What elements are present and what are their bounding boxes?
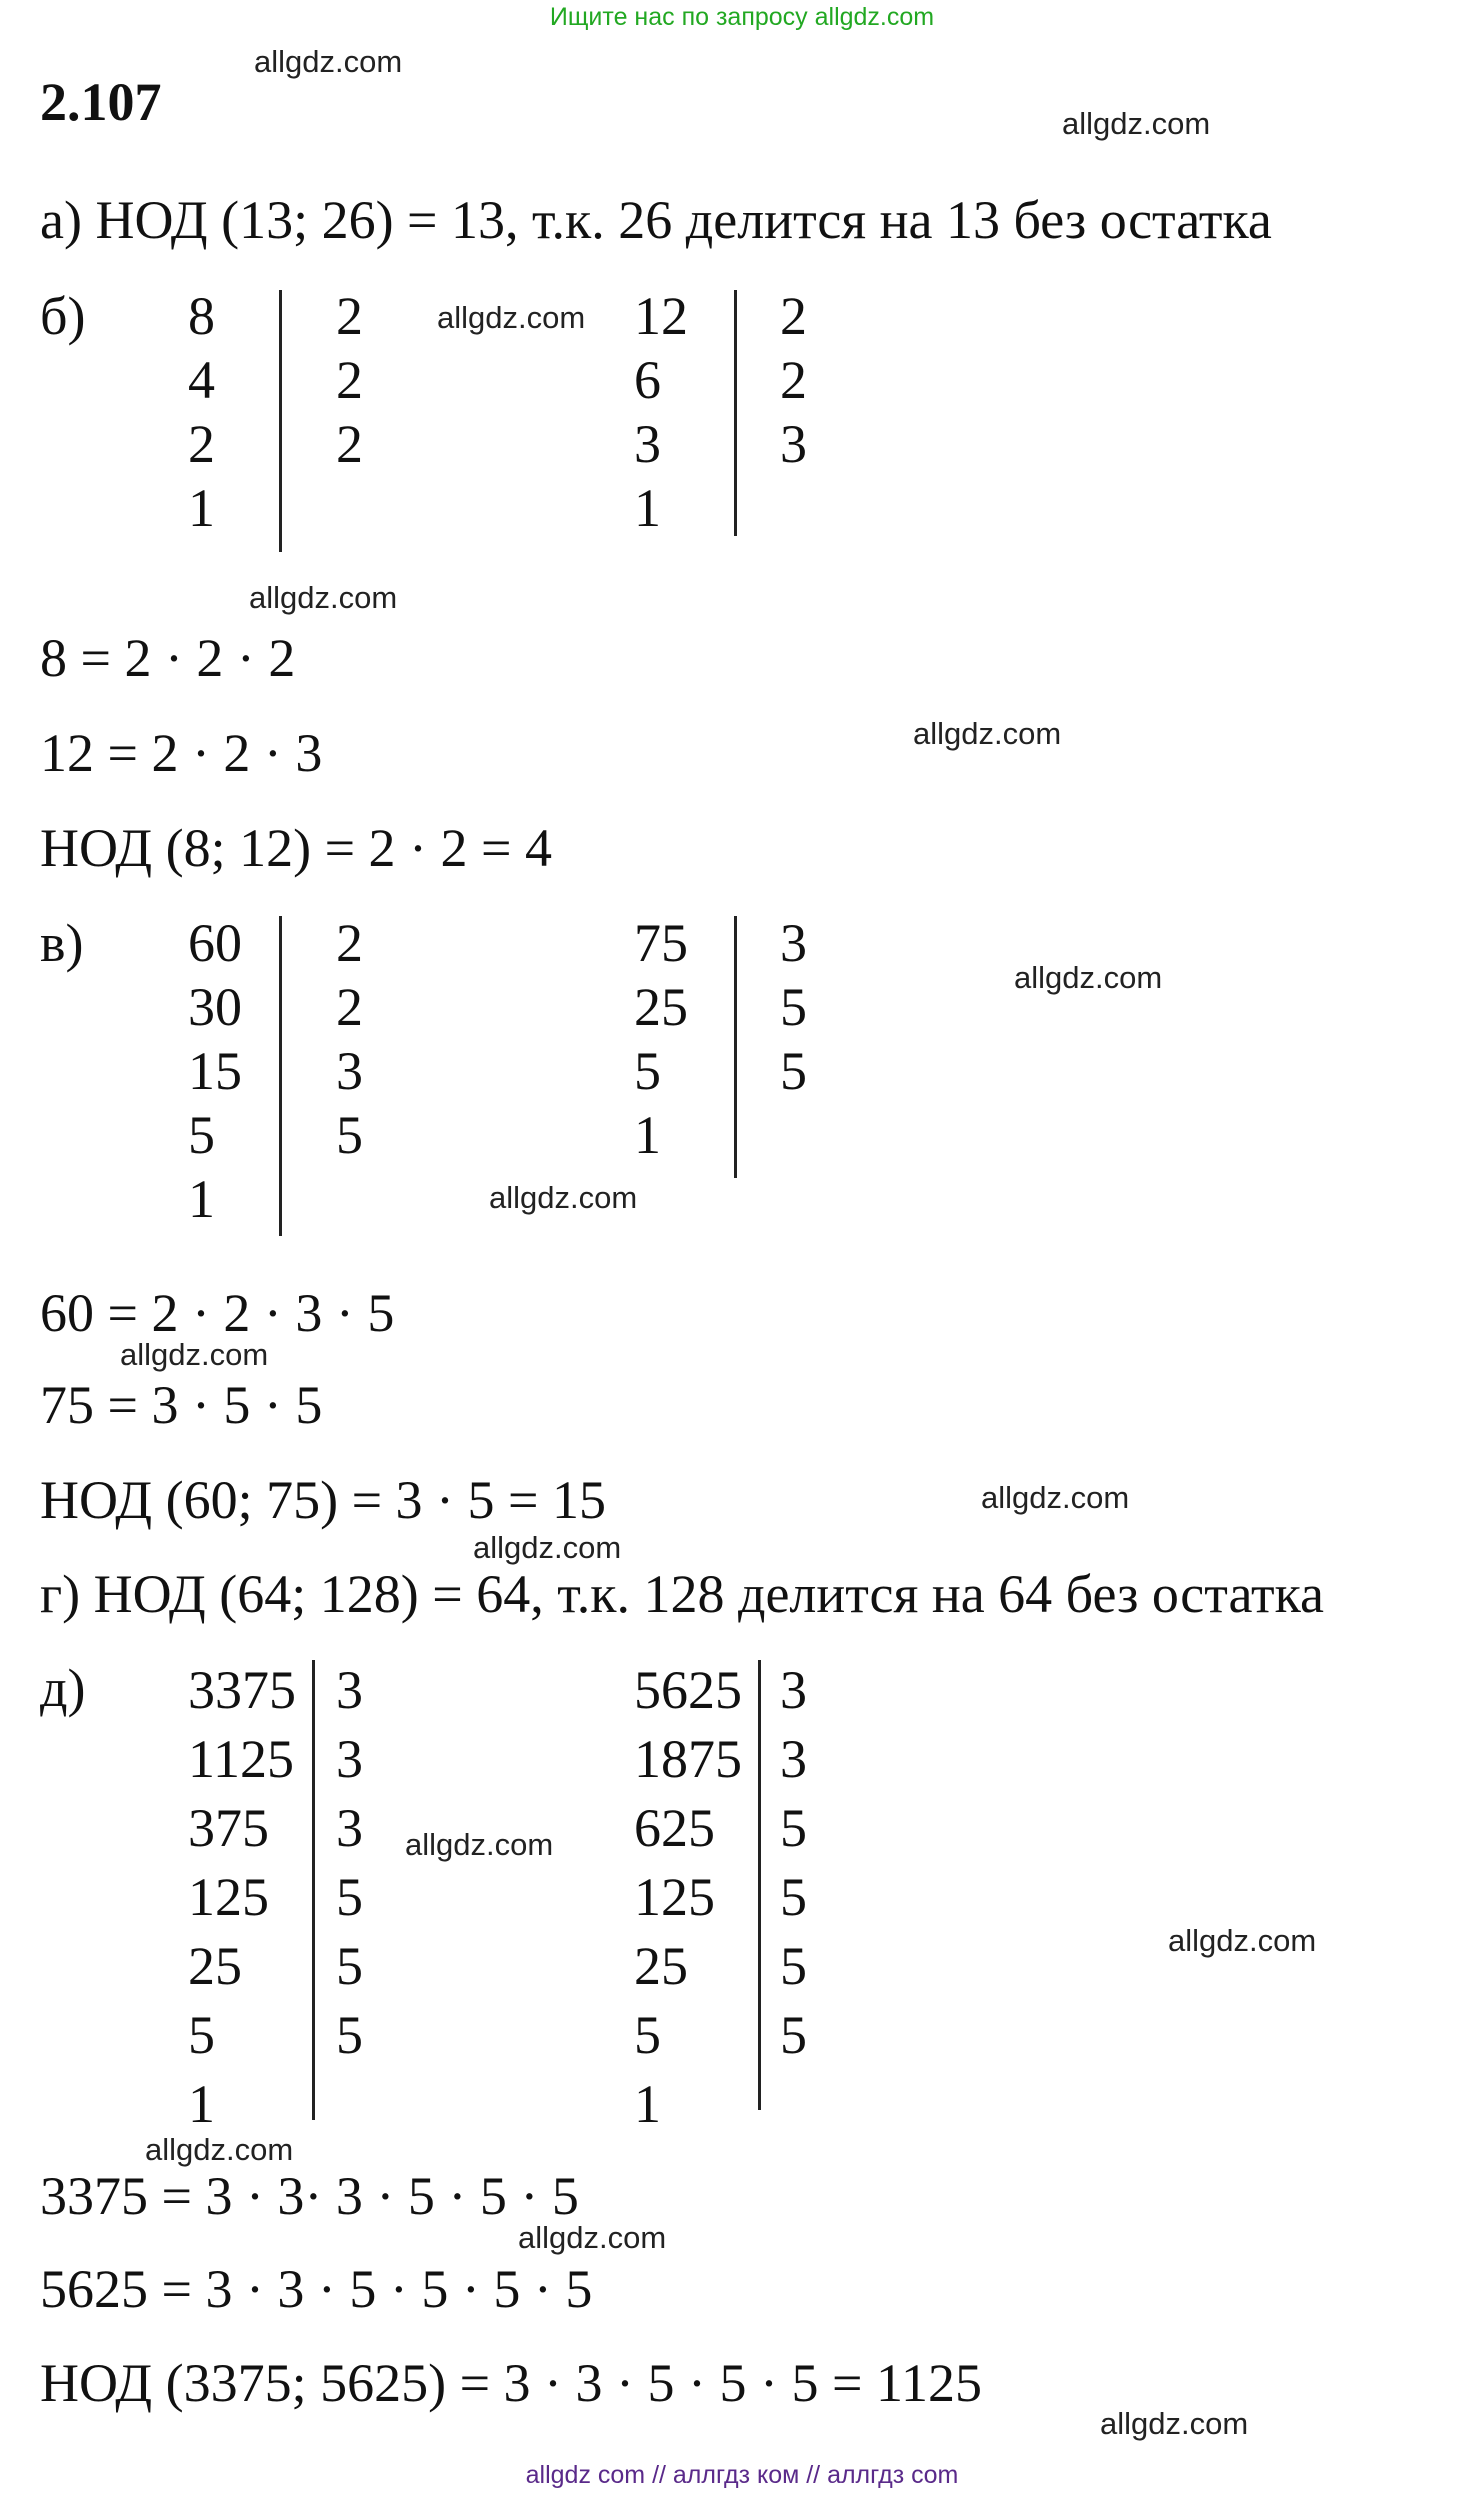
division-bar [734, 290, 737, 536]
division-bar [279, 290, 282, 552]
factor-number: 25 [634, 1936, 688, 1996]
factor-number: 4 [188, 350, 215, 410]
exercise-number: 2.107 [40, 72, 162, 132]
factor-number: 6 [634, 350, 661, 410]
footer-links[interactable]: allgdz com // аллгдз ком // аллгдз com [525, 2461, 959, 2489]
factor-number: 125 [188, 1867, 269, 1927]
factor-divisor: 5 [336, 2005, 363, 2065]
part-d-left-numbers [188, 1656, 296, 2139]
watermark: allgdz.com [1100, 2406, 1249, 2441]
part-v-line: 75 = 3 · 5 · 5 [40, 1375, 323, 1435]
factor-divisor: 2 [780, 286, 807, 346]
part-g-text: г) НОД (64; 128) = 64, т.к. 128 делится на 64 без остатка [40, 1564, 1325, 1624]
part-v-right-numbers [634, 911, 688, 1167]
factor-number: 1 [634, 2074, 661, 2134]
watermark: allgdz.com [473, 1530, 622, 1565]
factor-number: 75 [634, 913, 688, 973]
factor-divisor: 5 [780, 1867, 807, 1927]
factor-divisor: 3 [780, 414, 807, 474]
factor-number: 125 [634, 1867, 715, 1927]
watermark: allgdz.com [913, 716, 1062, 751]
factor-divisor: 5 [780, 2005, 807, 2065]
factor-number: 1 [634, 1105, 661, 1165]
division-bar [312, 1660, 315, 2120]
part-v-label: в) [40, 913, 84, 973]
factor-number: 30 [188, 977, 242, 1037]
watermark: allgdz.com [437, 300, 586, 335]
factor-divisor: 3 [780, 1660, 807, 1720]
factor-number: 5 [188, 2005, 215, 2065]
watermark: allgdz.com [981, 1480, 1130, 1515]
factor-number: 5 [188, 1105, 215, 1165]
factor-number: 1125 [188, 1729, 294, 1789]
factor-divisor: 2 [336, 350, 363, 410]
watermark: allgdz.com [1062, 106, 1211, 141]
factor-number: 1875 [634, 1729, 742, 1789]
part-d-label: д) [40, 1658, 86, 1718]
factor-number: 5 [634, 1041, 661, 1101]
part-v-result: НОД (60; 75) = 3 · 5 = 15 [40, 1470, 606, 1530]
part-b-label: б) [40, 286, 86, 346]
factor-number: 3 [634, 414, 661, 474]
factor-number: 8 [188, 286, 215, 346]
part-b-line: 8 = 2 · 2 · 2 [40, 628, 296, 688]
factor-number: 60 [188, 913, 242, 973]
factor-divisor: 5 [780, 1936, 807, 1996]
watermark: allgdz.com [145, 2132, 294, 2167]
factor-divisor: 3 [336, 1660, 363, 1720]
watermark: allgdz.com [1014, 960, 1163, 995]
factor-divisor: 2 [336, 913, 363, 973]
part-v-left-numbers [188, 911, 242, 1231]
factor-divisor: 3 [336, 1729, 363, 1789]
factor-divisor: 5 [336, 1936, 363, 1996]
part-v-right-divisors [780, 911, 807, 1103]
factor-divisor: 3 [336, 1041, 363, 1101]
division-bar [734, 916, 737, 1178]
factor-number: 3375 [188, 1660, 296, 1720]
factor-number: 5625 [634, 1660, 742, 1720]
part-d-right-divisors [780, 1656, 807, 2070]
part-d-right-numbers [634, 1656, 742, 2139]
part-v-left-divisors [336, 911, 363, 1167]
factor-divisor: 5 [780, 977, 807, 1037]
factor-number: 2 [188, 414, 215, 474]
part-d-line: 5625 = 3 · 3 · 5 · 5 · 5 · 5 [40, 2259, 593, 2319]
part-b-left-numbers [188, 284, 215, 540]
part-d-left-divisors [336, 1656, 363, 2070]
part-d-result: НОД (3375; 5625) = 3 · 3 · 5 · 5 · 5 = 1125 [40, 2353, 982, 2413]
search-banner[interactable]: Ищите нас по запросу allgdz.com [549, 3, 935, 31]
factor-divisor: 2 [780, 350, 807, 410]
factor-divisor: 3 [780, 1729, 807, 1789]
factor-number: 5 [634, 2005, 661, 2065]
factor-divisor: 2 [336, 977, 363, 1037]
part-v-line: 60 = 2 · 2 · 3 · 5 [40, 1283, 395, 1343]
part-a-text: а) НОД (13; 26) = 13, т.к. 26 делится на 13 без остатка [40, 190, 1272, 250]
watermark: allgdz.com [489, 1180, 638, 1215]
watermark: allgdz.com [405, 1827, 554, 1862]
factor-number: 1 [188, 2074, 215, 2134]
factor-number: 25 [634, 977, 688, 1037]
factor-divisor: 5 [336, 1105, 363, 1165]
factor-number: 1 [188, 478, 215, 538]
part-b-line: 12 = 2 · 2 · 3 [40, 723, 323, 783]
factor-divisor: 2 [336, 286, 363, 346]
watermark: allgdz.com [249, 580, 398, 615]
factor-divisor: 5 [780, 1041, 807, 1101]
factor-divisor: 3 [780, 913, 807, 973]
watermark: allgdz.com [518, 2220, 667, 2255]
part-b-right-divisors [780, 284, 807, 476]
part-b-result: НОД (8; 12) = 2 · 2 = 4 [40, 818, 552, 878]
part-b-right-numbers [634, 284, 688, 540]
division-bar [279, 916, 282, 1236]
watermark: allgdz.com [120, 1337, 269, 1372]
factor-number: 625 [634, 1798, 715, 1858]
watermark: allgdz.com [1168, 1923, 1317, 1958]
factor-number: 1 [188, 1169, 215, 1229]
part-d-line: 3375 = 3 · 3· 3 · 5 · 5 · 5 [40, 2166, 579, 2226]
factor-number: 1 [634, 478, 661, 538]
factor-divisor: 5 [780, 1798, 807, 1858]
factor-divisor: 5 [336, 1867, 363, 1927]
factor-number: 375 [188, 1798, 269, 1858]
factor-number: 25 [188, 1936, 242, 1996]
part-b-left-divisors [336, 284, 363, 476]
factor-divisor: 2 [336, 414, 363, 474]
division-bar [758, 1660, 761, 2110]
factor-divisor: 3 [336, 1798, 363, 1858]
watermark: allgdz.com [254, 44, 403, 79]
factor-number: 15 [188, 1041, 242, 1101]
factor-number: 12 [634, 286, 688, 346]
